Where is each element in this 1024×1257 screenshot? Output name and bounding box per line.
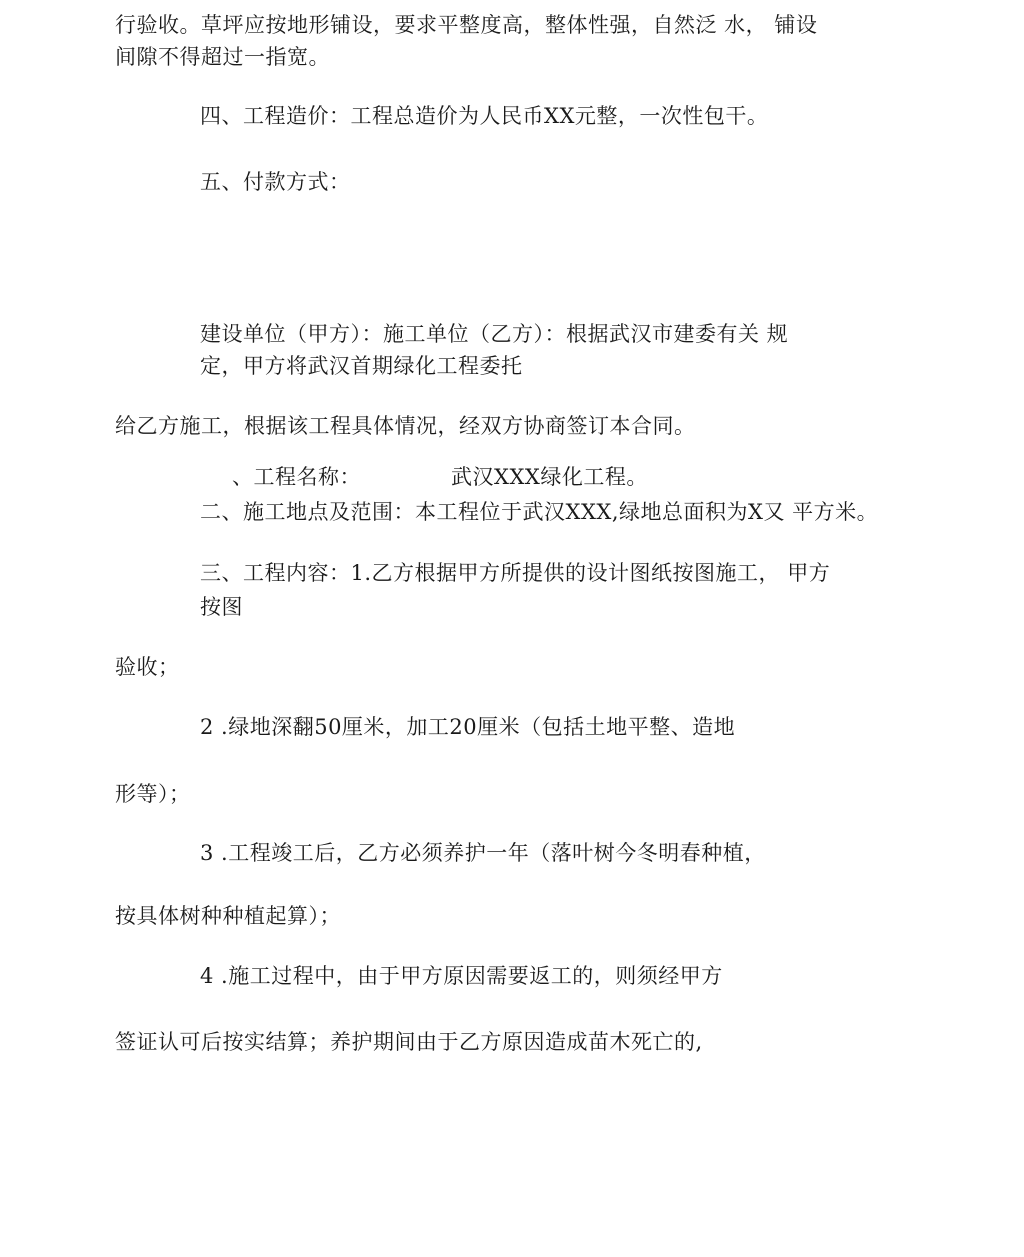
text-line: 定，甲方将武汉首期绿化工程委托 — [200, 354, 523, 378]
content-item-3: 3 .工程竣工后，乙方必须养护一年（落叶树今冬明春种植， — [200, 841, 766, 865]
section-cost: 四、工程造价：工程总造价为人民币XX元整，一次性包干。 — [200, 104, 769, 128]
text-line: 按具体树种种植起算）； — [115, 904, 341, 928]
text-line: 签证认可后按实结算；养护期间由于乙方原因造成苗木死亡的, — [115, 1030, 703, 1054]
text-line: 建设单位（甲方）：施工单位（乙方）：根据武汉市建委有关 规 — [200, 322, 789, 346]
text-line: 行验收。草坪应按地形铺设，要求平整度高，整体性强，自然泛 水， 铺设 — [115, 13, 818, 37]
section-payment: 五、付款方式： — [200, 170, 351, 194]
project-name-value: 武汉XXX绿化工程。 — [451, 465, 648, 489]
content-item-4: 4 .施工过程中，由于甲方原因需要返工的，则须经甲方 — [200, 964, 723, 988]
section-location: 二、施工地点及范围：本工程位于武汉XXX,绿地总面积为X又 平方米。 — [200, 500, 879, 524]
text-line: 给乙方施工，根据该工程具体情况，经双方协商签订本合同。 — [115, 414, 696, 438]
text-line: 验收； — [115, 655, 180, 679]
text-line: 间隙不得超过一指宽。 — [115, 45, 330, 69]
project-name-label: 、工程名称： — [232, 465, 361, 489]
text-line: 按图 — [200, 595, 243, 619]
content-item-2: 2 .绿地深翻50厘米，加工20厘米（包括土地平整、造地 — [200, 715, 736, 739]
text-line: 形等）； — [115, 782, 191, 806]
section-content: 三、工程内容：1.乙方根据甲方所提供的设计图纸按图施工， 甲方 — [200, 561, 831, 585]
